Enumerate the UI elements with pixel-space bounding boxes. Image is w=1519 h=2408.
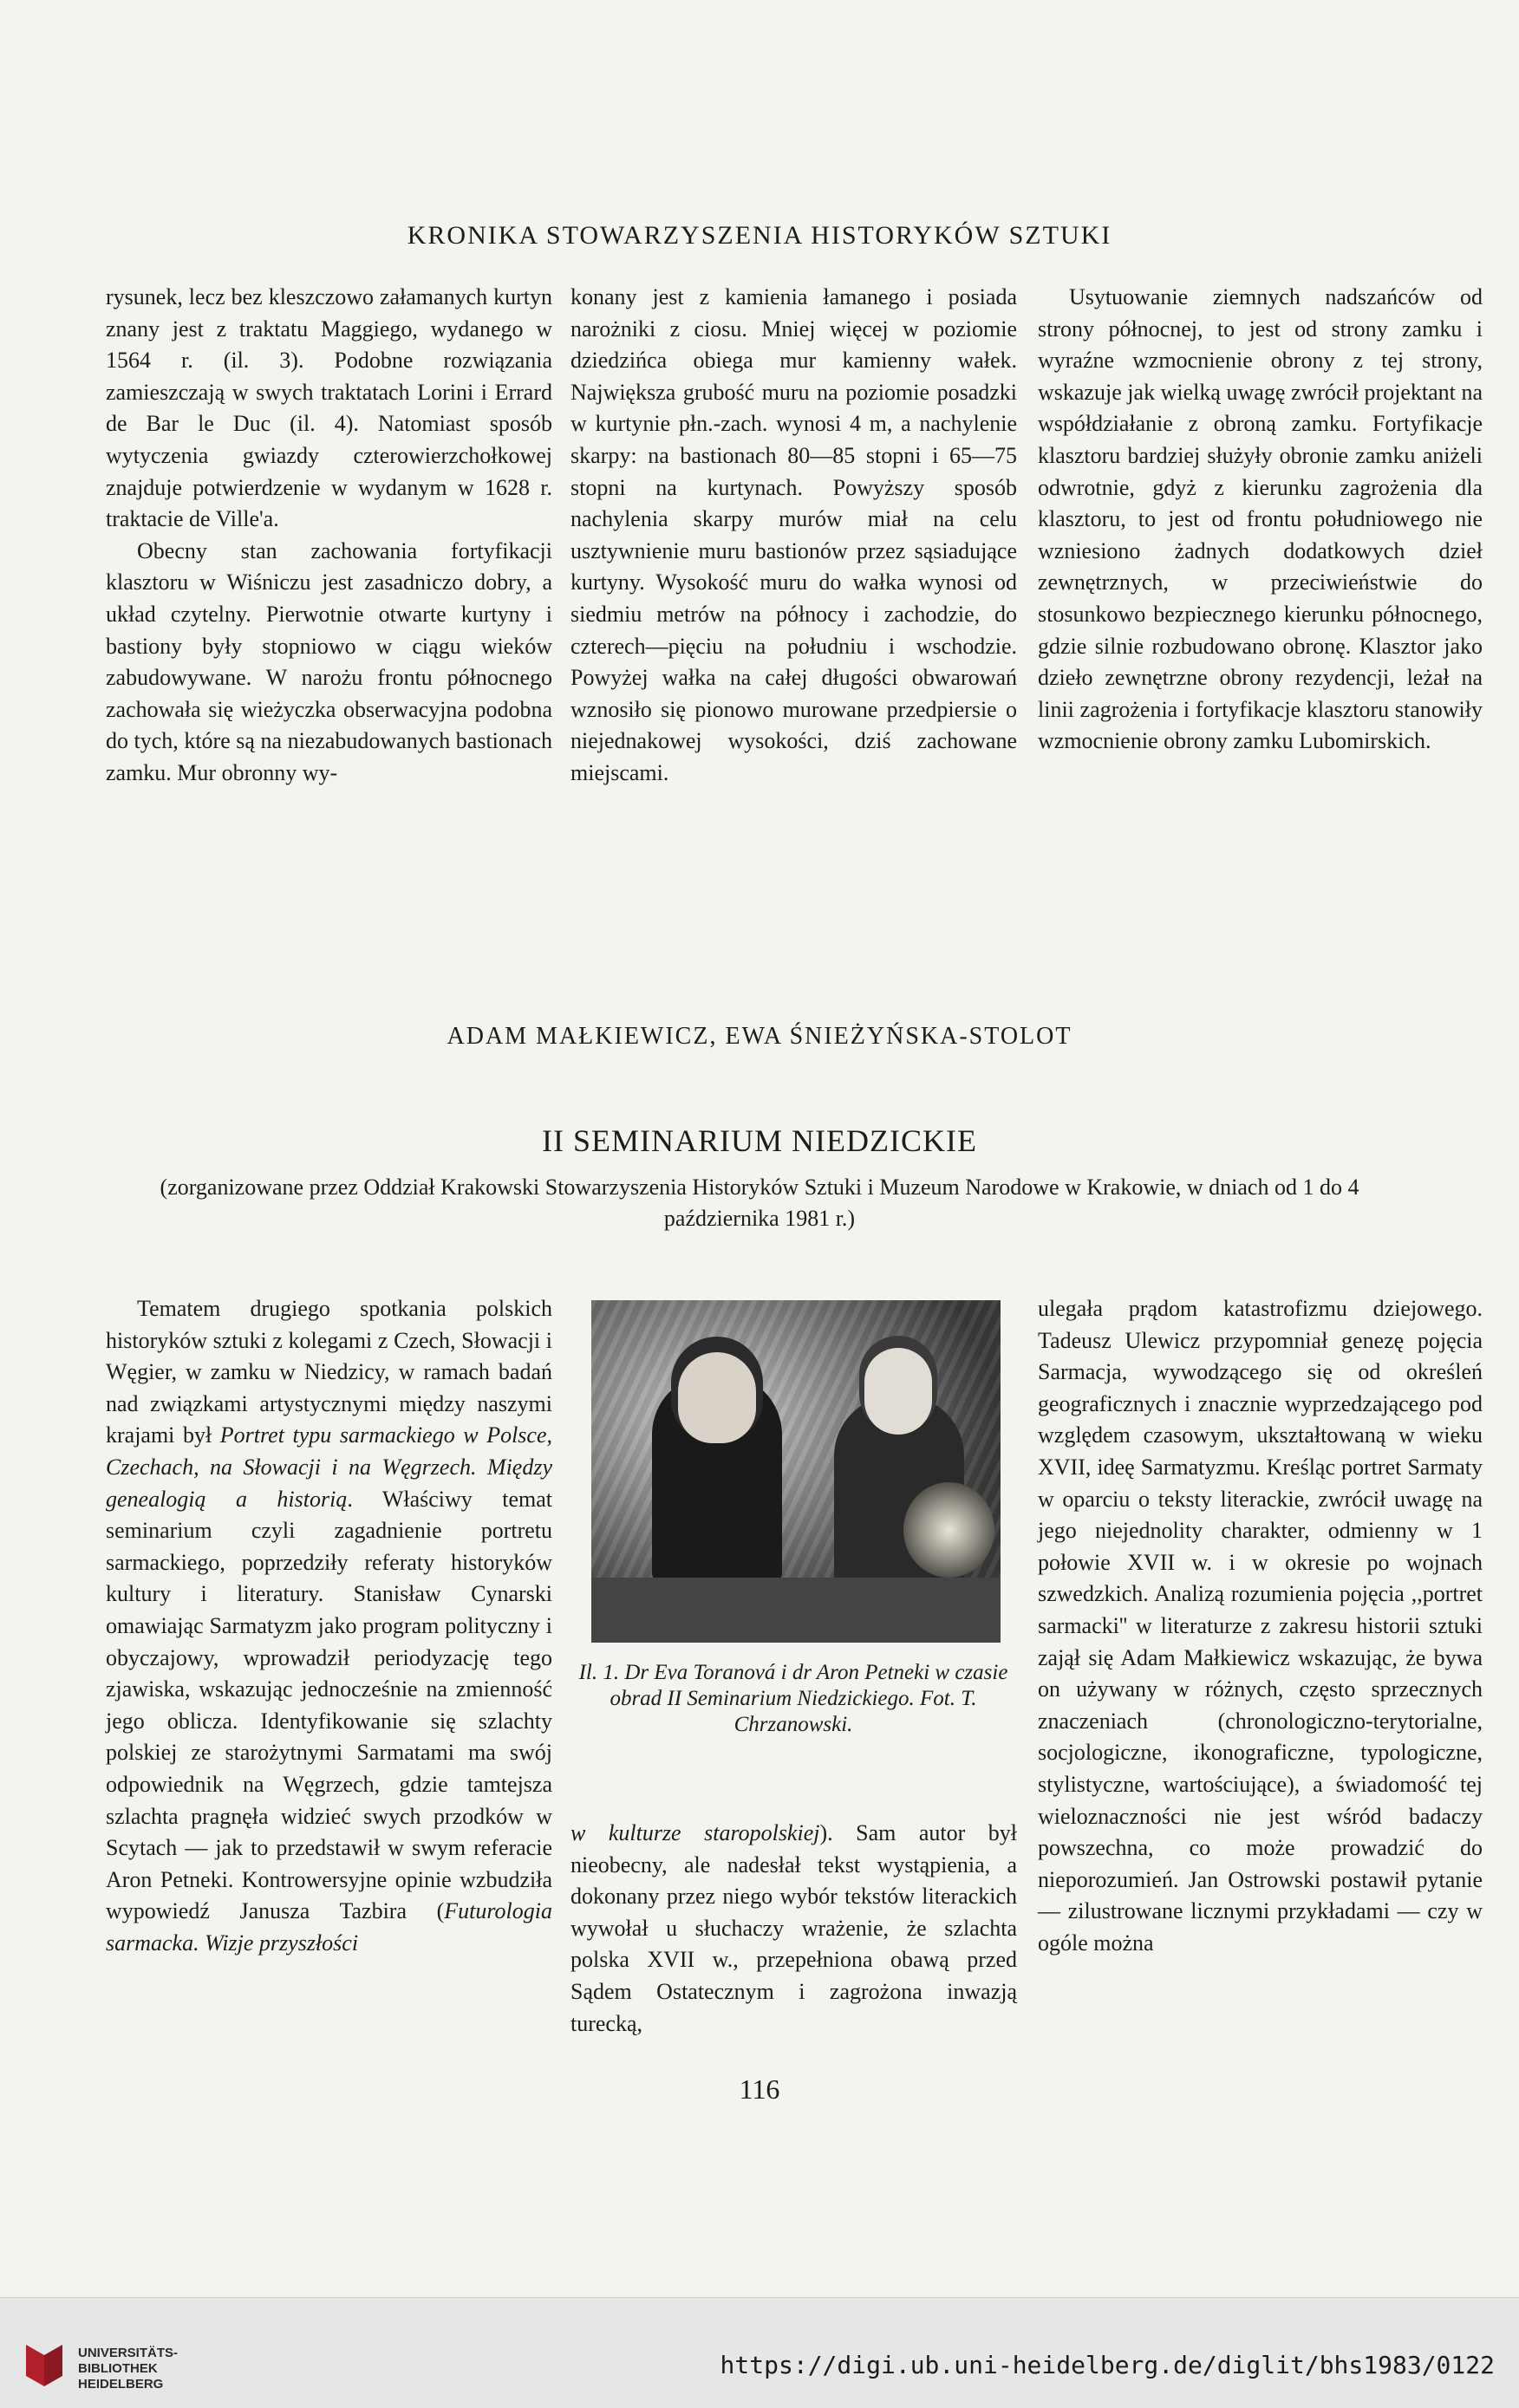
article-title: II SEMINARIUM NIEDZICKIE — [542, 1123, 977, 1158]
paragraph: konany jest z kamienia łamanego i posiada narożniki z ciosu. Mniej więcej w poziomie dziedzińca obiega mur kamienny wałek. Największa grubość muru na poziomie posadzki w kurtynie płn.-zach. wynosi 4 m, a nachylenie skarpy: na bastionach 80—85 stopni i 65—75 stopni na kurtynach. Powyższy sposób nachylenia skarpy murów miał na celu usztywnienie muru bastionów przez sąsiadujące kurtyny. Wysokość muru do wałka wynosi od siedmiu metrów na północy i zachodzie, do czterech—pięciu na południu i wschodzie. Powyżej wałka na całej długości obwarowań wznosiło się pionowo murowane przedpiersie o niejednakowej wysokości, dziś zachowane miejscami. — [570, 284, 1017, 785]
italic-title: Portret typu sarmackiego w Polsce, Czechach, na Słowacji i na Węgrzech. Między genealogią a historią — [106, 1422, 553, 1512]
library-name — [78, 2346, 178, 2392]
photo-head-right — [864, 1348, 932, 1435]
text-run: Tematem drugiego spotkania polskich historyków sztuki z kolegami z Czech, Słowacji i Węgier, w zamku w Niedzicy, w ramach badań nad związkami artystycznymi między naszymi krajami był — [106, 1296, 552, 1448]
bottom-column-3 — [1038, 1293, 1483, 1959]
article-subtitle: (zorganizowane przez Oddział Krakowski Stowarzyszenia Historyków Sztuki i Muzeum Narodowe w Krakowie, w dniach od 1 do 4 października 1981 r.) — [160, 1175, 1359, 1231]
photo-flowers — [903, 1482, 994, 1578]
paragraph — [106, 1293, 552, 1959]
permalink-url[interactable]: https://digi.ub.uni-heidelberg.de/diglit/bhs1983/0122 — [720, 2351, 1495, 2379]
page-number: 116 — [739, 2073, 780, 2105]
top-column-1 — [106, 282, 552, 790]
paragraph: ulegała prądom katastrofizmu dziejowego. Tadeusz Ulewicz przypomniał genezę pojęcia Sarmacja, wywodzącego się od określeń geograficznych i znacznie wyprzedzającego pod względem czasowym, ukształtowaną w wieku XVII, ideę Sarmatyzmu. Kreśląc portret Sarmaty w oparciu o teksty literackie, zwrócił uwagę na jego niejednolity charakter, odmienny w 1 połowie XVII w. i w okresie po wojnach szwedzkich. Analizą rozumienia pojęcia ,,portret sarmacki'' w literaturze z zakresu historii sztuki zajął się Adam Małkiewicz wskazując, że bywa on używany w różnych, często sprzecznych znaczeniach (chronologiczno-terytorialne, socjologiczne, ikonograficzne, typologiczne, stylistyczne, wartościujące), a świadomość tej wieloznaczności nie jest wśród badaczy powszechna, co może prowadzić do nieporozumień. Jan Ostrowski postawił pytanie — zilustrowane licznymi przykładami — czy w ogóle można — [1038, 1296, 1483, 1956]
bottom-column-1 — [106, 1293, 552, 1959]
photo-caption: Il. 1. Dr Eva Toranová i dr Aron Petneki w czasie obrad II Seminarium Niedzickiego. Fot. T. Chrzanowski. — [578, 1661, 1008, 1736]
photo-head-left — [678, 1352, 756, 1443]
article-authors: ADAM MAŁKIEWICZ, EWA ŚNIEŻYŃSKA-STOLOT — [447, 1023, 1072, 1050]
paragraph: rysunek, lecz bez kleszczowo załamanych kurtyn znany jest z traktatu Maggiego, wydanego w 1564 r. (il. 3). Podobne rozwiązania zamieszczają w swych traktatach Lorini i Errard de Bar le Duc (il. 4). Natomiast sposób wytyczenia gwiazdy czterowierzchołkowej znajduje potwierdzenie w wydanym w 1628 r. traktacie de Ville'a. — [106, 284, 552, 532]
italic-title: Futurologia sarmacka. Wizje przyszłości — [106, 1898, 552, 1956]
top-column-3 — [1038, 282, 1483, 758]
text-run: ). Sam autor był nieobecny, ale nadesłał tekst wystąpienia, a dokonany przez niego wybór tekstów literackich wywołał u słuchaczy wrażenie, że szlachta polska XVII w., przepełniona obawą przed Sądem Ostatecznym i zagrożona inwazją turecką, — [570, 1820, 1017, 2036]
photo-table — [591, 1578, 1001, 1643]
top-column-2 — [570, 282, 1017, 790]
italic-title: w kulturze staropolskiej — [570, 1820, 820, 1845]
running-header: KRONIKA STOWARZYSZENIA HISTORYKÓW SZTUKI — [407, 221, 1112, 250]
paragraph: Usytuowanie ziemnych nadszańców od strony północnej, to jest od strony zamku i wyraźne wzmocnienie obrony z tej strony, wskazuje jak wielką uwagę zwrócił projektant na współdziałanie z obroną zamku. Fortyfikacje klasztoru bardziej służyły obronie zamku aniżeli odwrotnie, gdyż z kierunku zagrożenia dla klasztoru, to jest od frontu południowego nie wzniesiono żadnych dodatkowych dzieł zewnętrznych, w przeciwieństwie do stosunkowo bezpiecznego kierunku północnego, gdzie silnie rozbudowano obronę. Klasztor jako dzieło zewnętrzne obrony rezydencji, leżał na linii zagrożenia i fortyfikacje klasztoru stanowiły wzmocnienie obrony zamku Lubomirskich. — [1038, 284, 1483, 754]
library-name-line: BIBLIOTHEK — [78, 2361, 158, 2376]
paragraph — [570, 1818, 1017, 2040]
library-name-line: UNIVERSITÄTS- — [78, 2346, 179, 2360]
bottom-column-2 — [570, 1818, 1017, 2040]
library-logo-icon — [26, 2345, 62, 2386]
seminar-photo — [591, 1300, 1001, 1643]
paragraph: Obecny stan zachowania fortyfikacji klasztoru w Wiśniczu jest zasadniczo dobry, a układ czytelny. Pierwotnie otwarte kurtyny i bastiony były stopniowo w ciągu wieków zabudowywane. W narożu frontu północnego zachowała się wieżyczka obserwacyjna podobna do tych, które są na niezabudowanych bastionach zamku. Mur obronny wy- — [106, 537, 552, 785]
library-name-line: HEIDELBERG — [78, 2377, 164, 2392]
text-run: . Właściwy temat seminarium czyli zagadnienie portretu sarmackiego, poprzedziły referaty historyków kultury i literatury. Stanisław Cynarski omawiając Sarmatyzm jako program polityczny i obyczajowy, wprowadził periodyzację tego zjawiska, wskazując jednocześnie na zmienność jego oblicza. Identyfikowanie się szlachty polskiej ze starożytnymi Sarmatami ma swój odpowiednik na Węgrzech, gdzie tamtejsza szlachta pragnęła widzieć swych przodków w Scytach — jak to przedstawił w swym referacie Aron Petneki. Kontrowersyjne opinie wzbudziła wypowiedź Janusza Tazbira ( — [106, 1486, 552, 1924]
